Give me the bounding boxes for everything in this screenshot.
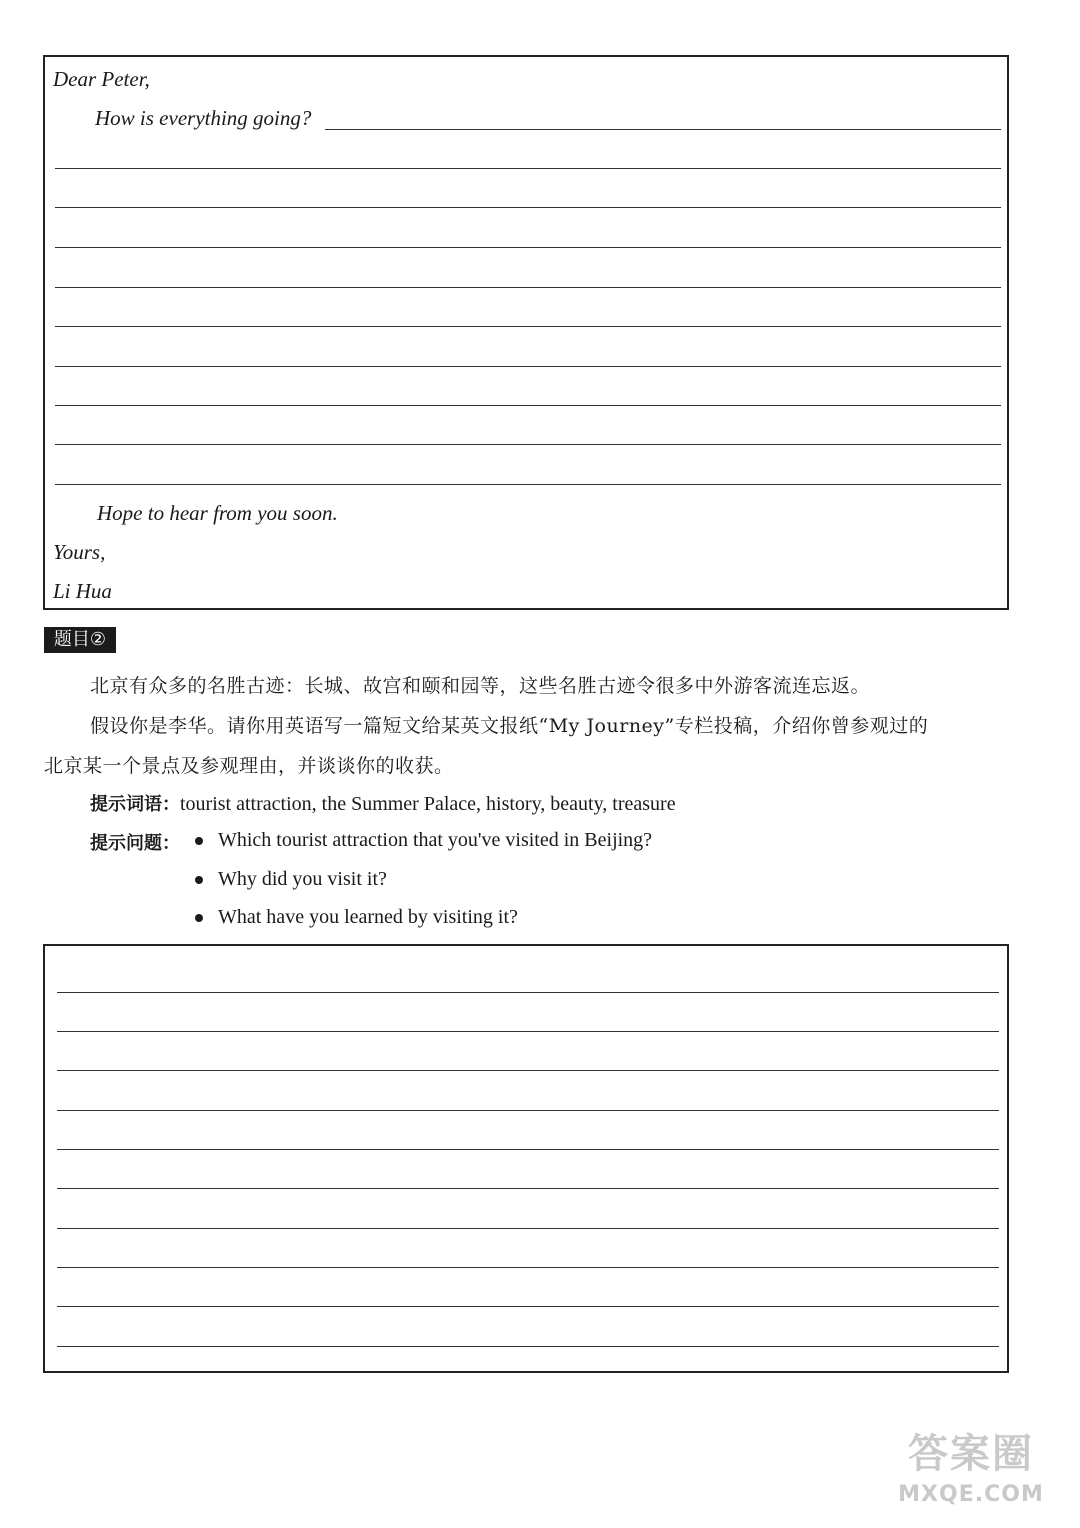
writing-line[interactable]	[55, 287, 1001, 288]
bullet-icon	[195, 914, 203, 922]
topic-intro: 北京有众多的名胜古迹：长城、故宫和颐和园等，这些名胜古迹令很多中外游客流连忘返。	[90, 675, 871, 697]
writing-line[interactable]	[57, 1070, 999, 1071]
hint-questions-label: 提示问题：	[90, 833, 180, 854]
answer-writing-box	[43, 944, 1009, 1373]
writing-line[interactable]	[57, 1110, 999, 1111]
letter-writing-box	[43, 55, 1009, 610]
hint-question-3: What have you learned by visiting it?	[218, 906, 518, 928]
hint-words-label: 提示词语：	[90, 794, 180, 815]
writing-line[interactable]	[57, 1306, 999, 1307]
writing-line[interactable]	[57, 1267, 999, 1268]
writing-line[interactable]	[55, 484, 1001, 485]
writing-line[interactable]	[55, 168, 1001, 169]
writing-line[interactable]	[55, 444, 1001, 445]
writing-line[interactable]	[57, 1149, 999, 1150]
bullet-icon	[195, 837, 203, 845]
letter-closing: Hope to hear from you soon.	[97, 501, 338, 525]
letter-signature: Li Hua	[53, 579, 112, 603]
topic-label: 题目②	[44, 627, 116, 653]
hint-questions-row	[90, 829, 180, 855]
writing-line[interactable]	[55, 366, 1001, 367]
writing-line[interactable]	[57, 1346, 999, 1347]
writing-line[interactable]	[57, 1228, 999, 1229]
writing-line[interactable]	[55, 326, 1001, 327]
writing-line[interactable]	[55, 207, 1001, 208]
hint-question-2: Why did you visit it?	[218, 868, 387, 890]
hint-words-row	[90, 790, 676, 816]
task-line-1: 假设你是李华。请你用英语写一篇短文给某英文报纸“My Journey”专栏投稿，介绍你曾参观过的	[90, 715, 929, 737]
letter-opening: How is everything going?	[95, 106, 312, 130]
letter-signoff: Yours,	[53, 540, 106, 564]
hint-question-1: Which tourist attraction that you've visited in Beijing?	[218, 829, 653, 851]
hint-words: tourist attraction, the Summer Palace, history, beauty, treasure	[180, 793, 676, 815]
bullet-icon	[195, 876, 203, 884]
writing-line[interactable]	[57, 1188, 999, 1189]
watermark-url: MXQE.COM	[898, 1482, 1044, 1507]
writing-line[interactable]	[57, 1031, 999, 1032]
writing-line[interactable]	[55, 247, 1001, 248]
watermark-logo-text: 答案圈	[908, 1431, 1034, 1477]
writing-line[interactable]	[57, 992, 999, 993]
writing-line[interactable]	[325, 129, 1001, 130]
watermark-logo	[896, 1426, 1046, 1526]
task-line-2: 北京某一个景点及参观理由，并谈谈你的收获。	[44, 755, 454, 777]
letter-greeting: Dear Peter,	[53, 67, 150, 91]
writing-line[interactable]	[55, 405, 1001, 406]
